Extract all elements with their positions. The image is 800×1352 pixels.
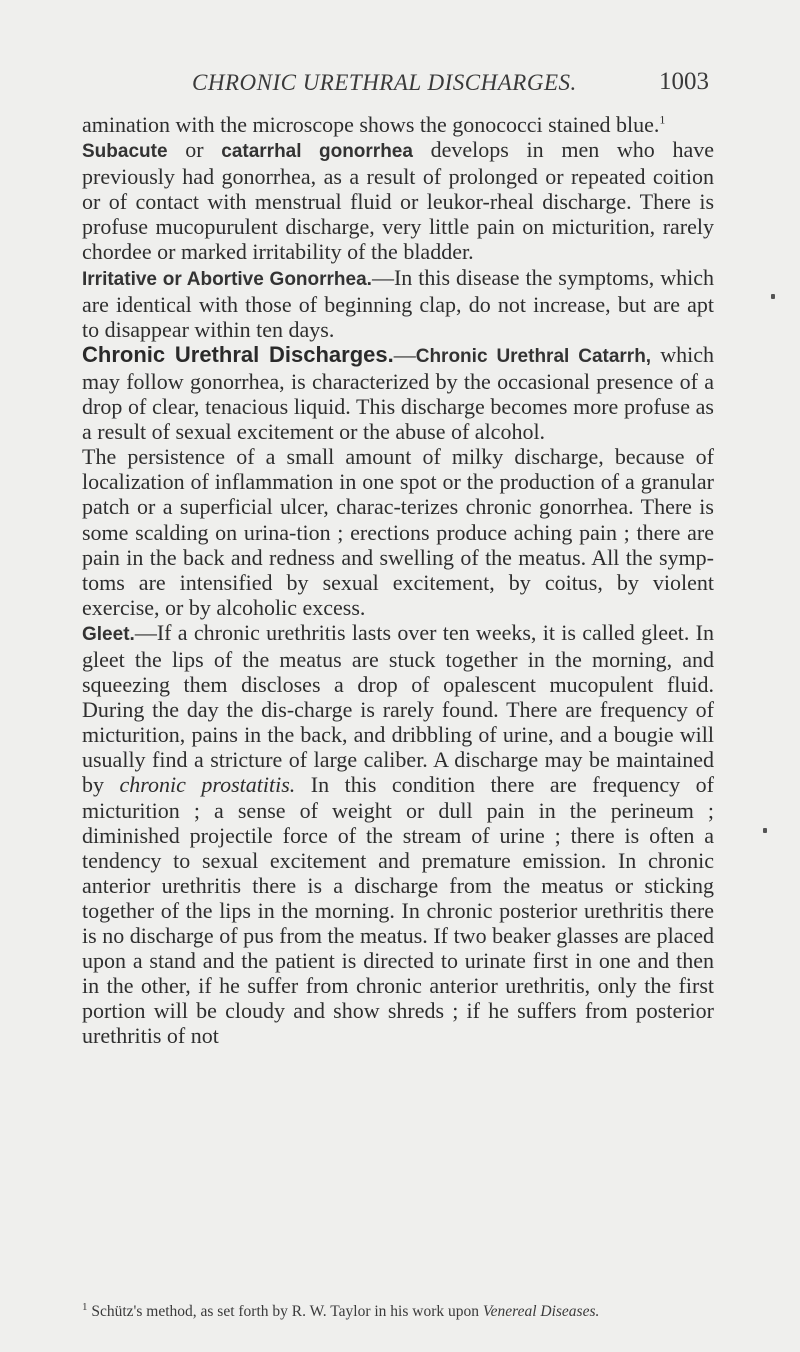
footnote: $^1$ Schütz's method, as set forth by R. W. Taylor in his work upon Venereal Diseases.	[82, 1300, 600, 1320]
paragraph-irritative: Irritative or Abortive Gonorrhea.—In this disease the symptoms, which are identical with those of beginning clap, do not increase, but are apt to disappear within ten days.	[82, 264, 714, 342]
runin-chronic-catarrh: Chronic Urethral Catarrh,	[415, 345, 652, 367]
footnote-marker: 1	[82, 1300, 88, 1313]
running-head	[96, 68, 709, 108]
italic-term: chronic prostatitis.	[119, 772, 296, 798]
runin-subacute: Subacute	[82, 141, 168, 163]
margin-speck	[763, 828, 767, 833]
paragraph-subacute: Subacute or catarrhal gonorrhea develops in men who have previously had gonorrhea, as a result of prolonged or repeated coition or of contact with menstrual fluid or leukor-rheal discharge. There is profuse mucopurulent discharge, very little pain on micturition, rarely chordee or marked irritability of the bladder.	[82, 137, 715, 265]
footnote-ref: 1	[659, 112, 666, 127]
runin-catarrhal: catarrhal gonorrhea	[221, 141, 413, 163]
footnote-italic: Venereal Diseases.	[482, 1303, 600, 1320]
margin-speck	[771, 294, 775, 299]
runin-gleet: Gleet.	[82, 623, 135, 645]
paragraph-gleet: Gleet.—If a chronic urethritis lasts over ten weeks, it is called gleet. In gleet the lips of the meatus are stuck together in the morning, and squeezing them discloses a drop of opalescent mucopulent fluid. During the day the dis-charge is rarely found. There are frequency of micturition, pains in the back, and dribbling of urine, and a bougie will usually find a stricture of large caliber. A discharge may be maintained by chronic prostatitis. In this condition there are frequency of micturition ; a sense of weight or dull pain in the perineum ; diminished projectile force of the stream of urine ; there is often a tendency to sexual excitement and premature emission. In chronic anterior urethritis there is a discharge from the meatus or sticking together of the lips in the morning. In chronic posterior urethritis there is no discharge of pus from the meatus. If two beaker glasses are placed upon a stand and the patient is directed to urinate first in one and then in the other, if he suffer from chronic anterior urethritis, only the first portion will be cloudy and show shreds ; if he suffers from posterior urethritis of not	[82, 619, 714, 1049]
page-number: 1003	[659, 68, 709, 95]
paragraph-chronic-discharges: Chronic Urethral Discharges.—Chronic Urethral Catarrh, which may follow gonorrhea, is characterized by the occasional presence of a drop of clear, tenacious liquid. This discharge becomes more profuse as a result of sexual excitement or the abuse of alcohol.	[82, 341, 715, 445]
paragraph-1: amination with the microscope shows the gonococci stained blue.$^1$	[82, 112, 666, 137]
paragraph-persistence: The persistence of a small amount of milky discharge, because of localization of inflammation in one spot or the production of a granular patch or a superficial ulcer, charac-terizes chronic gonorrhea. There is some scalding on urina-tion ; erections produce aching pain ; there are pain in the back and redness and swelling of the meatus. All the symp-toms are intensified by sexual excitement, by coitus, by violent exercise, or by alcoholic excess.	[82, 444, 714, 620]
section-heading: Chronic Urethral Discharges.	[82, 341, 394, 367]
body-text	[82, 112, 714, 1048]
running-title: CHRONIC URETHRAL DISCHARGES.	[192, 70, 577, 95]
runin-irritative: Irritative or Abortive Gonorrhea.	[82, 268, 372, 290]
